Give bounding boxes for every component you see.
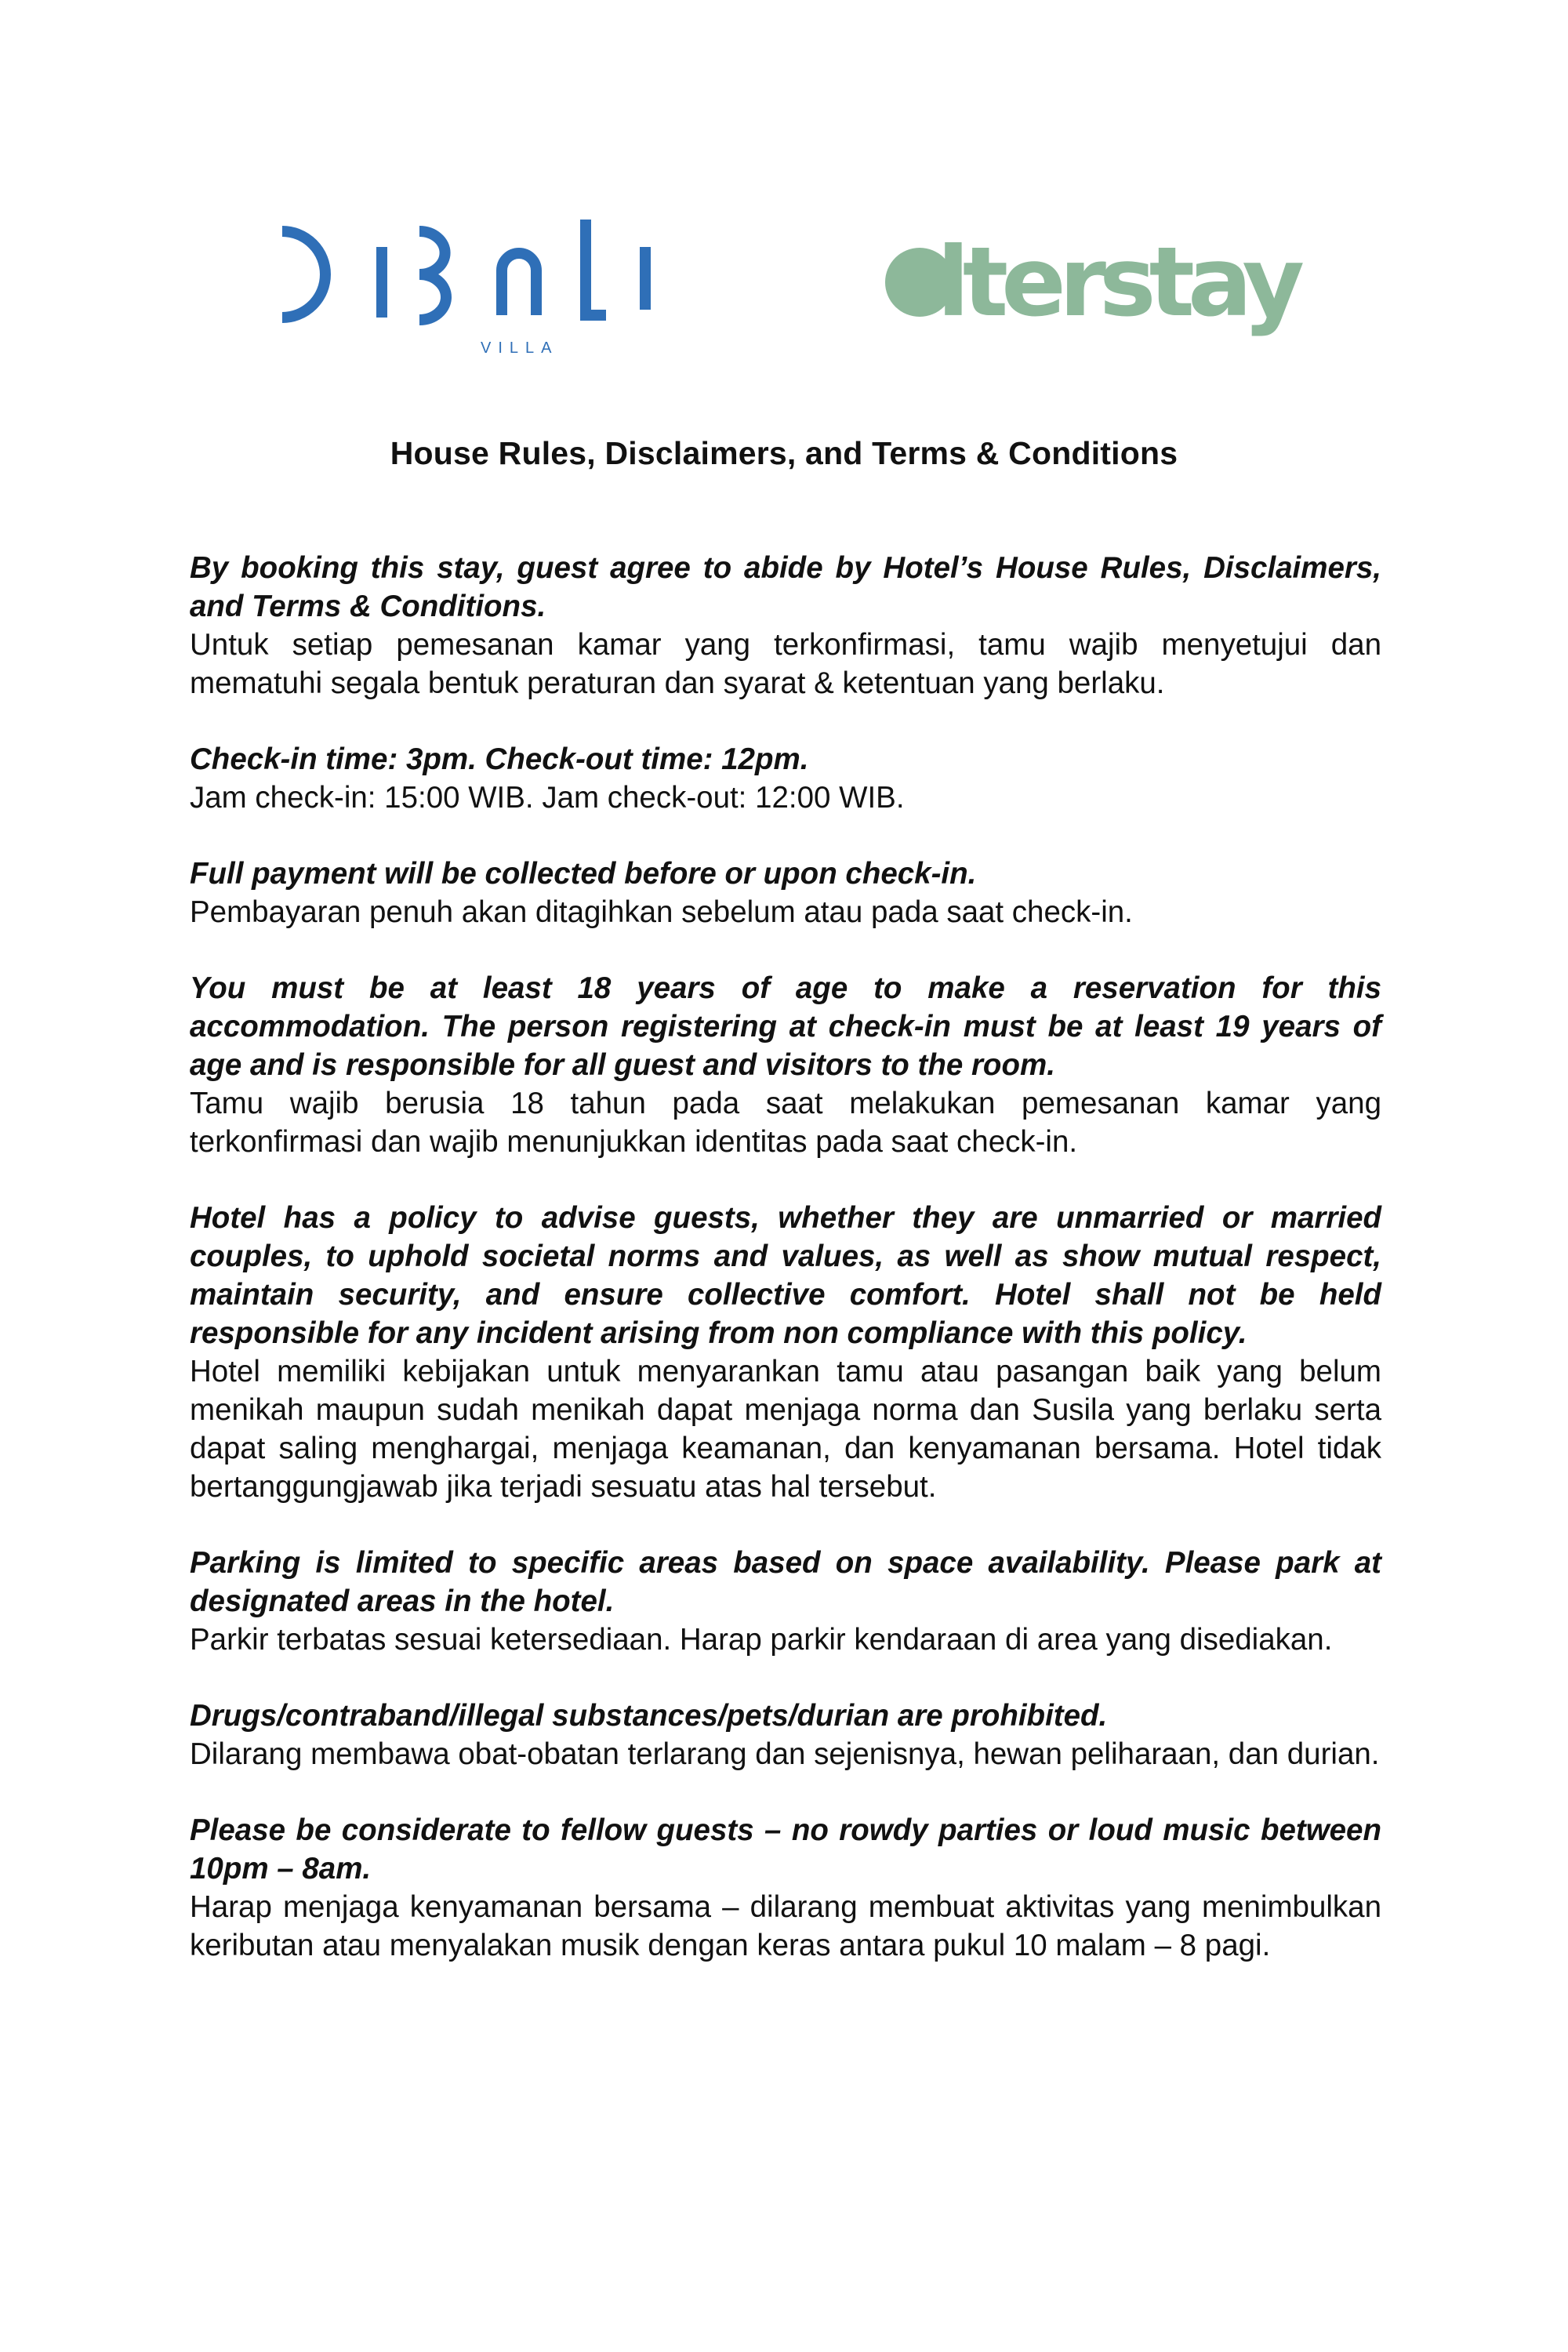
rule-english-text: Full payment will be collected before or upon check-in. bbox=[190, 857, 977, 891]
rule-english-text: Drugs/contraband/illegal substances/pets/durian are prohibited. bbox=[190, 1699, 1108, 1733]
rule-parking bbox=[190, 1544, 1381, 1659]
rule-english-text: Please be considerate to fellow guests – no rowdy parties or loud music between 10pm – 8am. bbox=[190, 1813, 1381, 1886]
rule-couples-policy bbox=[190, 1199, 1381, 1506]
rule-age-requirement bbox=[190, 969, 1381, 1161]
rule-payment bbox=[190, 855, 1381, 931]
logo-row bbox=[0, 196, 1568, 368]
rule-check-in-times bbox=[190, 740, 1381, 817]
rule-indonesian-text: Jam check-in: 15:00 WIB. Jam check-out: 12:00 WIB. bbox=[190, 781, 905, 815]
rule-indonesian-text: Tamu wajib berusia 18 tahun pada saat melakukan pemesanan kamar yang terkonfirmasi dan wajib menunjukkan identitas pada saat check-in. bbox=[190, 1087, 1381, 1159]
rule-agreement bbox=[190, 549, 1381, 702]
page-title: House Rules, Disclaimers, and Terms & Conditions bbox=[390, 435, 1178, 471]
rule-indonesian-text: Dilarang membawa obat-obatan terlarang dan sejenisnya, hewan peliharaan, dan durian. bbox=[190, 1737, 1380, 1771]
rule-english-text: You must be at least 18 years of age to make a reservation for this accommodation. The person registering at check-in must be at least 19 years of age and is responsible for all guest and visitors to the room. bbox=[190, 971, 1381, 1082]
rule-english-text: Hotel has a policy to advise guests, whether they are unmarried or married couples, to uphold societal norms and values, as well as show mutual respect, maintain security, and ensure collective comfort. Hotel shall not be held responsible for any incident arising from non compliance with this policy. bbox=[190, 1201, 1381, 1350]
rule-indonesian-text: Parkir terbatas sesuai ketersediaan. Harap parkir kendaraan di area yang disediakan. bbox=[190, 1623, 1333, 1657]
rule-quiet-hours bbox=[190, 1811, 1381, 1965]
rule-prohibited-items bbox=[190, 1697, 1381, 1773]
rule-english-text: Check-in time: 3pm. Check-out time: 12pm. bbox=[190, 742, 809, 776]
svg-text:lterstay: lterstay bbox=[937, 227, 1298, 338]
rule-indonesian-text: Harap menjaga kenyamanan bersama – dilarang membuat aktivitas yang menimbulkan keributan atau menyalakan musik dengan keras antara pukul 10 malam – 8 pagi. bbox=[190, 1890, 1381, 1962]
alterstay-logo bbox=[882, 212, 1329, 353]
rules-list bbox=[190, 549, 1381, 2002]
rule-indonesian-text: Untuk setiap pemesanan kamar yang terkonfirmasi, tamu wajib menyetujui dan mematuhi segala bentuk peraturan dan syarat & ketentuan yang berlaku. bbox=[190, 628, 1381, 700]
dibali-villa-logo bbox=[278, 212, 655, 353]
rule-english-text: Parking is limited to specific areas based on space availability. Please park at designated areas in the hotel. bbox=[190, 1546, 1381, 1618]
rule-indonesian-text: Pembayaran penuh akan ditagihkan sebelum atau pada saat check-in. bbox=[190, 895, 1133, 929]
rule-indonesian-text: Hotel memiliki kebijakan untuk menyarankan tamu atau pasangan baik yang belum menikah maupun sudah menikah dapat menjaga norma dan Susila yang berlaku serta dapat saling menghargai, menjaga keamanan, dan kenyamanan bersama. Hotel tidak bertanggungjawab jika terjadi sesuatu atas hal tersebut. bbox=[190, 1355, 1381, 1504]
rule-english-text: By booking this stay, guest agree to abide by Hotel’s House Rules, Disclaimers, and Terms & Conditions. bbox=[190, 551, 1381, 623]
svg-text:VILLA: VILLA bbox=[481, 339, 559, 353]
